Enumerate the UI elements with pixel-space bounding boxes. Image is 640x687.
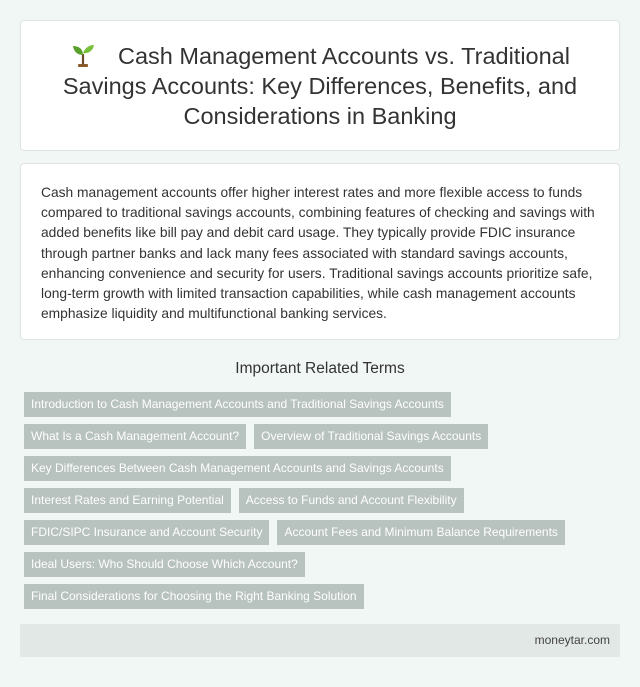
tag-access-to-funds[interactable]: Access to Funds and Account Flexibility bbox=[239, 488, 464, 513]
tag-what-is-cma[interactable]: What Is a Cash Management Account? bbox=[24, 424, 246, 449]
title-card bbox=[20, 20, 620, 151]
tag-row bbox=[24, 392, 620, 417]
tag-overview-savings[interactable]: Overview of Traditional Savings Accounts bbox=[254, 424, 488, 449]
tag-ideal-users[interactable]: Ideal Users: Who Should Choose Which Account? bbox=[24, 552, 305, 577]
tag-final-considerations[interactable]: Final Considerations for Choosing the Right Banking Solution bbox=[24, 584, 364, 609]
tag-row bbox=[24, 424, 620, 449]
tag-account-fees[interactable]: Account Fees and Minimum Balance Requirements bbox=[277, 520, 564, 545]
tag-row bbox=[24, 488, 620, 513]
tag-row bbox=[24, 584, 620, 609]
tag-introduction[interactable]: Introduction to Cash Management Accounts and Traditional Savings Accounts bbox=[24, 392, 451, 417]
related-terms-list bbox=[24, 392, 620, 616]
tag-interest-rates[interactable]: Interest Rates and Earning Potential bbox=[24, 488, 231, 513]
tag-row bbox=[24, 552, 620, 577]
summary-card bbox=[20, 163, 620, 340]
summary-text: Cash management accounts offer higher interest rates and more flexible access to funds compared to traditional savings accounts, combining features of checking and savings with added benefits like bill pay and debit card usage. They typically provide FDIC insurance through partner banks and lack many fees associated with standard savings accounts, enhancing convenience and security for users. Traditional savings accounts prioritize safe, long-term growth with limited transaction capabilities, while cash management accounts emphasize liquidity and multifunctional banking services. bbox=[41, 185, 595, 322]
page-title-text: Cash Management Accounts vs. Traditional Savings Accounts: Key Differences, Benefits, and Considerations in Banking bbox=[62, 42, 578, 129]
footer-site-link[interactable]: moneytar.com bbox=[534, 633, 610, 647]
tag-insurance-security[interactable]: FDIC/SIPC Insurance and Account Security bbox=[24, 520, 269, 545]
footer bbox=[20, 624, 620, 657]
page-title bbox=[51, 41, 589, 131]
sprout-icon bbox=[70, 43, 96, 67]
tag-key-differences[interactable]: Key Differences Between Cash Management Accounts and Savings Accounts bbox=[24, 456, 451, 481]
related-terms-heading: Important Related Terms bbox=[235, 360, 405, 377]
tag-row bbox=[24, 520, 620, 545]
tag-row bbox=[24, 456, 620, 481]
